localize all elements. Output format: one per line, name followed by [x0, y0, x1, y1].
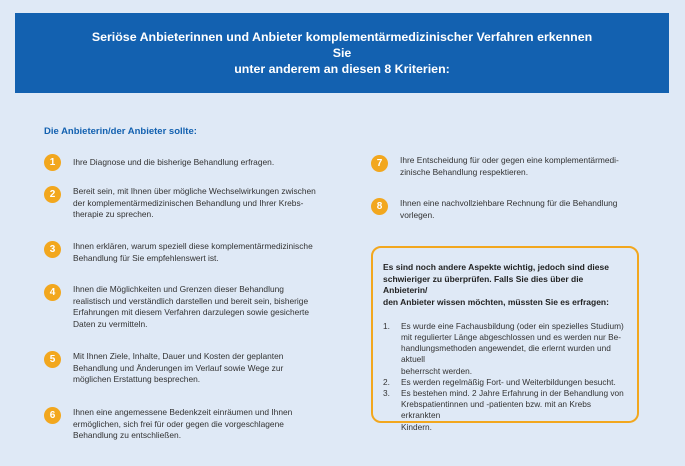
criterion-4 [44, 284, 309, 331]
list-item-number: 1. [383, 320, 390, 331]
criterion-number-badge: 6 [44, 407, 61, 424]
list-item-text: Es bestehen mind. 2 Jahre Erfahrung in der Behandlung von Krebspatientinnen und -patienten bzw. mit an Krebs erkrankten Kindern. [401, 388, 624, 432]
additional-aspects-box [371, 246, 639, 432]
criterion-number-badge: 2 [44, 186, 61, 203]
list-item-number: 2. [383, 376, 390, 387]
list-item [383, 377, 627, 388]
page-title: Seriöse Anbieterinnen und Anbieter komplementärmedizinischer Verfahren erkennen Sie unter anderem an diesen 8 Kriterien: [91, 30, 593, 76]
criterion-6 [44, 407, 292, 442]
list-item-number: 3. [383, 388, 390, 399]
list-item [383, 388, 627, 433]
criterion-number-badge: 4 [44, 284, 61, 301]
criterion-text: Ihnen eine nachvollziehbare Rechnung für die Behandlung vorlegen. [400, 198, 618, 220]
criterion-number-badge: 1 [44, 154, 61, 171]
criterion-number-badge: 5 [44, 351, 61, 368]
criterion-text: Ihre Entscheidung für oder gegen eine komplementärmedi- zinische Behandlung respektieren. [400, 155, 619, 177]
criterion-1 [44, 154, 274, 171]
list-item-text: Es wurde eine Fachausbildung (oder ein spezielles Studium) mit regulierter Länge abgeschlossen und es werden nur Be- handlungsmethoden angewendet, die erlernt wurden und aktuell beherrscht werden. [401, 320, 624, 376]
criterion-text: Mit Ihnen Ziele, Inhalte, Dauer und Kosten der geplanten Behandlung und Änderungen im Verlauf sowie Wege zur möglichen Erstattung besprechen. [73, 351, 284, 385]
criterion-text: Ihnen die Möglichkeiten und Grenzen dieser Behandlung realistisch und verständlich darstellen und bereit sein, bisherige Erfahrungen mit diesem Verfahren darzulegen sowie gesicherte Daten zu vermitteln. [73, 284, 310, 330]
criterion-5 [44, 351, 283, 386]
criterion-number-badge: 8 [371, 198, 388, 215]
criterion-2 [44, 186, 316, 221]
list-item [383, 321, 627, 377]
criterion-number-badge: 7 [371, 155, 388, 172]
criterion-number-badge: 3 [44, 241, 61, 258]
criterion-text: Bereit sein, mit Ihnen über mögliche Wechselwirkungen zwischen der komplementärmedizinischen Behandlung und Ihrer Krebs- therapie zu sprechen. [73, 186, 316, 220]
criterion-8 [371, 198, 617, 221]
criterion-3 [44, 241, 313, 264]
header-banner [15, 13, 669, 93]
box-intro-text: Es sind noch andere Aspekte wichtig, jedoch sind diese schwieriger zu überprüfen. Falls Sie dies über die Anbieterin/ den Anbieter wissen möchten, müssten Sie es erfragen: [383, 262, 609, 308]
criterion-text: Ihnen eine angemessene Bedenkzeit einräumen und Ihnen ermöglichen, sich frei für oder gegen die vorgeschlagene Behandlung zu entschließen. [73, 407, 293, 441]
criterion-text: Ihre Diagnose und die bisherige Behandlung erfragen. [73, 157, 275, 167]
section-subtitle: Die Anbieterin/der Anbieter sollte: [44, 126, 197, 137]
list-item-text: Es werden regelmäßig Fort- und Weiterbildungen besucht. [401, 376, 616, 387]
box-list [383, 321, 627, 433]
criterion-text: Ihnen erklären, warum speziell diese komplementärmedizinische Behandlung für Sie empfehlenswert ist. [73, 241, 313, 263]
criterion-7 [371, 155, 619, 178]
